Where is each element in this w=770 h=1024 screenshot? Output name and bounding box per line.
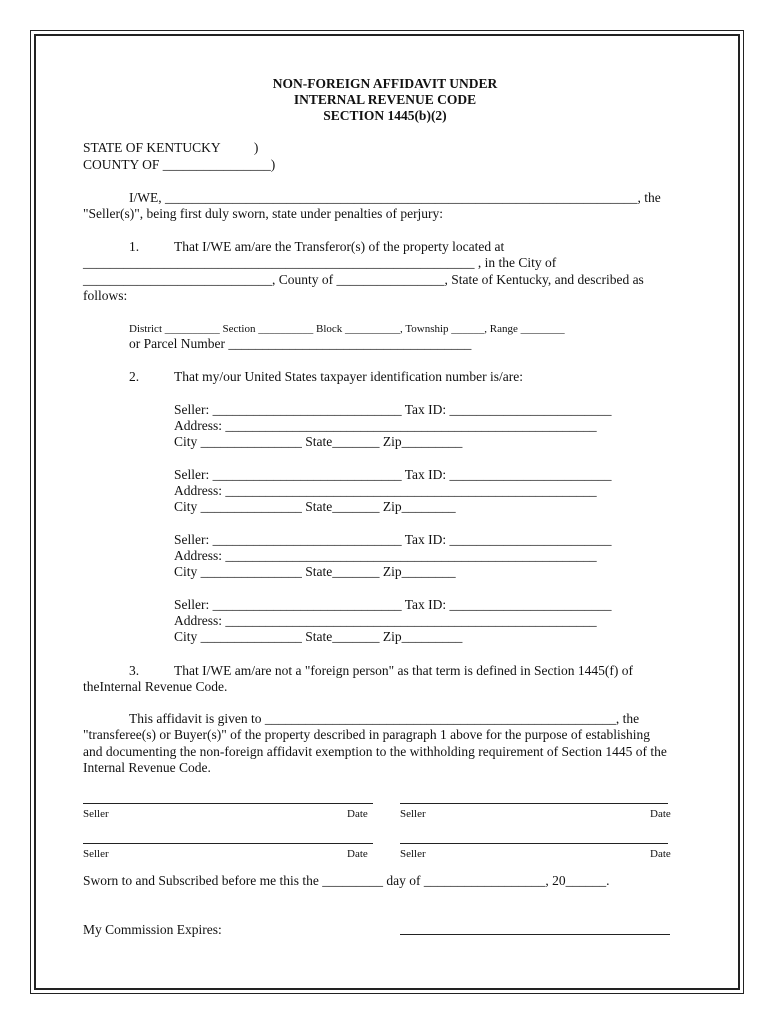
district-line: District __________ Section __________ Block __________, Township ______, Range ________ bbox=[129, 323, 565, 335]
state-line: STATE OF KENTUCKY ) bbox=[83, 140, 259, 155]
intro-line-1: I/WE, ______________________________________________________________________, the bbox=[129, 190, 661, 205]
given-line-2: "transferee(s) or Buyer(s)" of the property described in paragraph 1 above for the purpose of establishing bbox=[83, 727, 650, 742]
para3-number: 3. bbox=[129, 663, 140, 678]
seller-4-city-line: City _______________ State_______ Zip_________ bbox=[174, 629, 463, 644]
signature-line bbox=[400, 803, 668, 804]
seller-3-name-line: Seller: ____________________________ Tax ID: ________________________ bbox=[174, 532, 612, 547]
date-label: Date bbox=[347, 848, 368, 860]
para1-line-2: __________________________________________________________ , in the City of bbox=[83, 255, 557, 270]
para3-line-1: That I/WE am/are not a "foreign person" as that term is defined in Section 1445(f) of bbox=[174, 663, 633, 678]
seller-label: Seller bbox=[83, 848, 109, 860]
seller-2-name-line: Seller: ____________________________ Tax ID: ________________________ bbox=[174, 467, 612, 482]
seller-label: Seller bbox=[400, 808, 426, 820]
seller-4-name-line: Seller: ____________________________ Tax ID: ________________________ bbox=[174, 597, 612, 612]
sworn-line: Sworn to and Subscribed before me this the _________ day of __________________, 20______. bbox=[83, 873, 610, 888]
para2-text: That my/our United States taxpayer identification number is/are: bbox=[174, 369, 524, 384]
signature-line bbox=[83, 803, 373, 804]
seller-2-address-line: Address: _______________________________________________________ bbox=[174, 483, 597, 498]
para1-line-1: That I/WE am/are the Transferor(s) of the property located at bbox=[174, 239, 505, 254]
given-line-3: and documenting the non-foreign affidavit exemption to the withholding requirement of Section 1445 of the bbox=[83, 744, 667, 759]
para1-line-4: follows: bbox=[83, 288, 128, 303]
signature-line bbox=[400, 843, 668, 844]
seller-4-address-line: Address: _______________________________________________________ bbox=[174, 613, 597, 628]
title-line-1: NON-FOREIGN AFFIDAVIT UNDER bbox=[272, 76, 498, 91]
date-label: Date bbox=[650, 808, 671, 820]
signature-line bbox=[83, 843, 373, 844]
para2-number: 2. bbox=[129, 369, 140, 384]
given-line-4: Internal Revenue Code. bbox=[83, 760, 211, 775]
para1-number: 1. bbox=[129, 239, 140, 254]
parcel-line: or Parcel Number ____________________________________ bbox=[129, 336, 472, 351]
date-label: Date bbox=[650, 848, 671, 860]
seller-label: Seller bbox=[83, 808, 109, 820]
seller-label: Seller bbox=[400, 848, 426, 860]
seller-1-address-line: Address: _______________________________________________________ bbox=[174, 418, 597, 433]
title-line-2: INTERNAL REVENUE CODE bbox=[293, 92, 477, 107]
given-line-1: This affidavit is given to ____________________________________________________, the bbox=[129, 711, 640, 726]
seller-1-name-line: Seller: ____________________________ Tax ID: ________________________ bbox=[174, 402, 612, 417]
county-line: COUNTY OF ________________) bbox=[83, 157, 276, 172]
commission-signature-line bbox=[400, 934, 670, 935]
title-line-3: SECTION 1445(b)(2) bbox=[323, 108, 447, 123]
para1-line-3: ____________________________, County of ________________, State of Kentucky, and described as bbox=[83, 272, 644, 287]
seller-1-city-line: City _______________ State_______ Zip_________ bbox=[174, 434, 463, 449]
seller-3-city-line: City _______________ State_______ Zip________ bbox=[174, 564, 456, 579]
seller-3-address-line: Address: _______________________________________________________ bbox=[174, 548, 597, 563]
seller-2-city-line: City _______________ State_______ Zip________ bbox=[174, 499, 456, 514]
commission-label: My Commission Expires: bbox=[83, 922, 222, 937]
para3-line-2: theInternal Revenue Code. bbox=[83, 679, 228, 694]
date-label: Date bbox=[347, 808, 368, 820]
intro-line-2: "Seller(s)", being first duly sworn, state under penalties of perjury: bbox=[83, 206, 444, 221]
